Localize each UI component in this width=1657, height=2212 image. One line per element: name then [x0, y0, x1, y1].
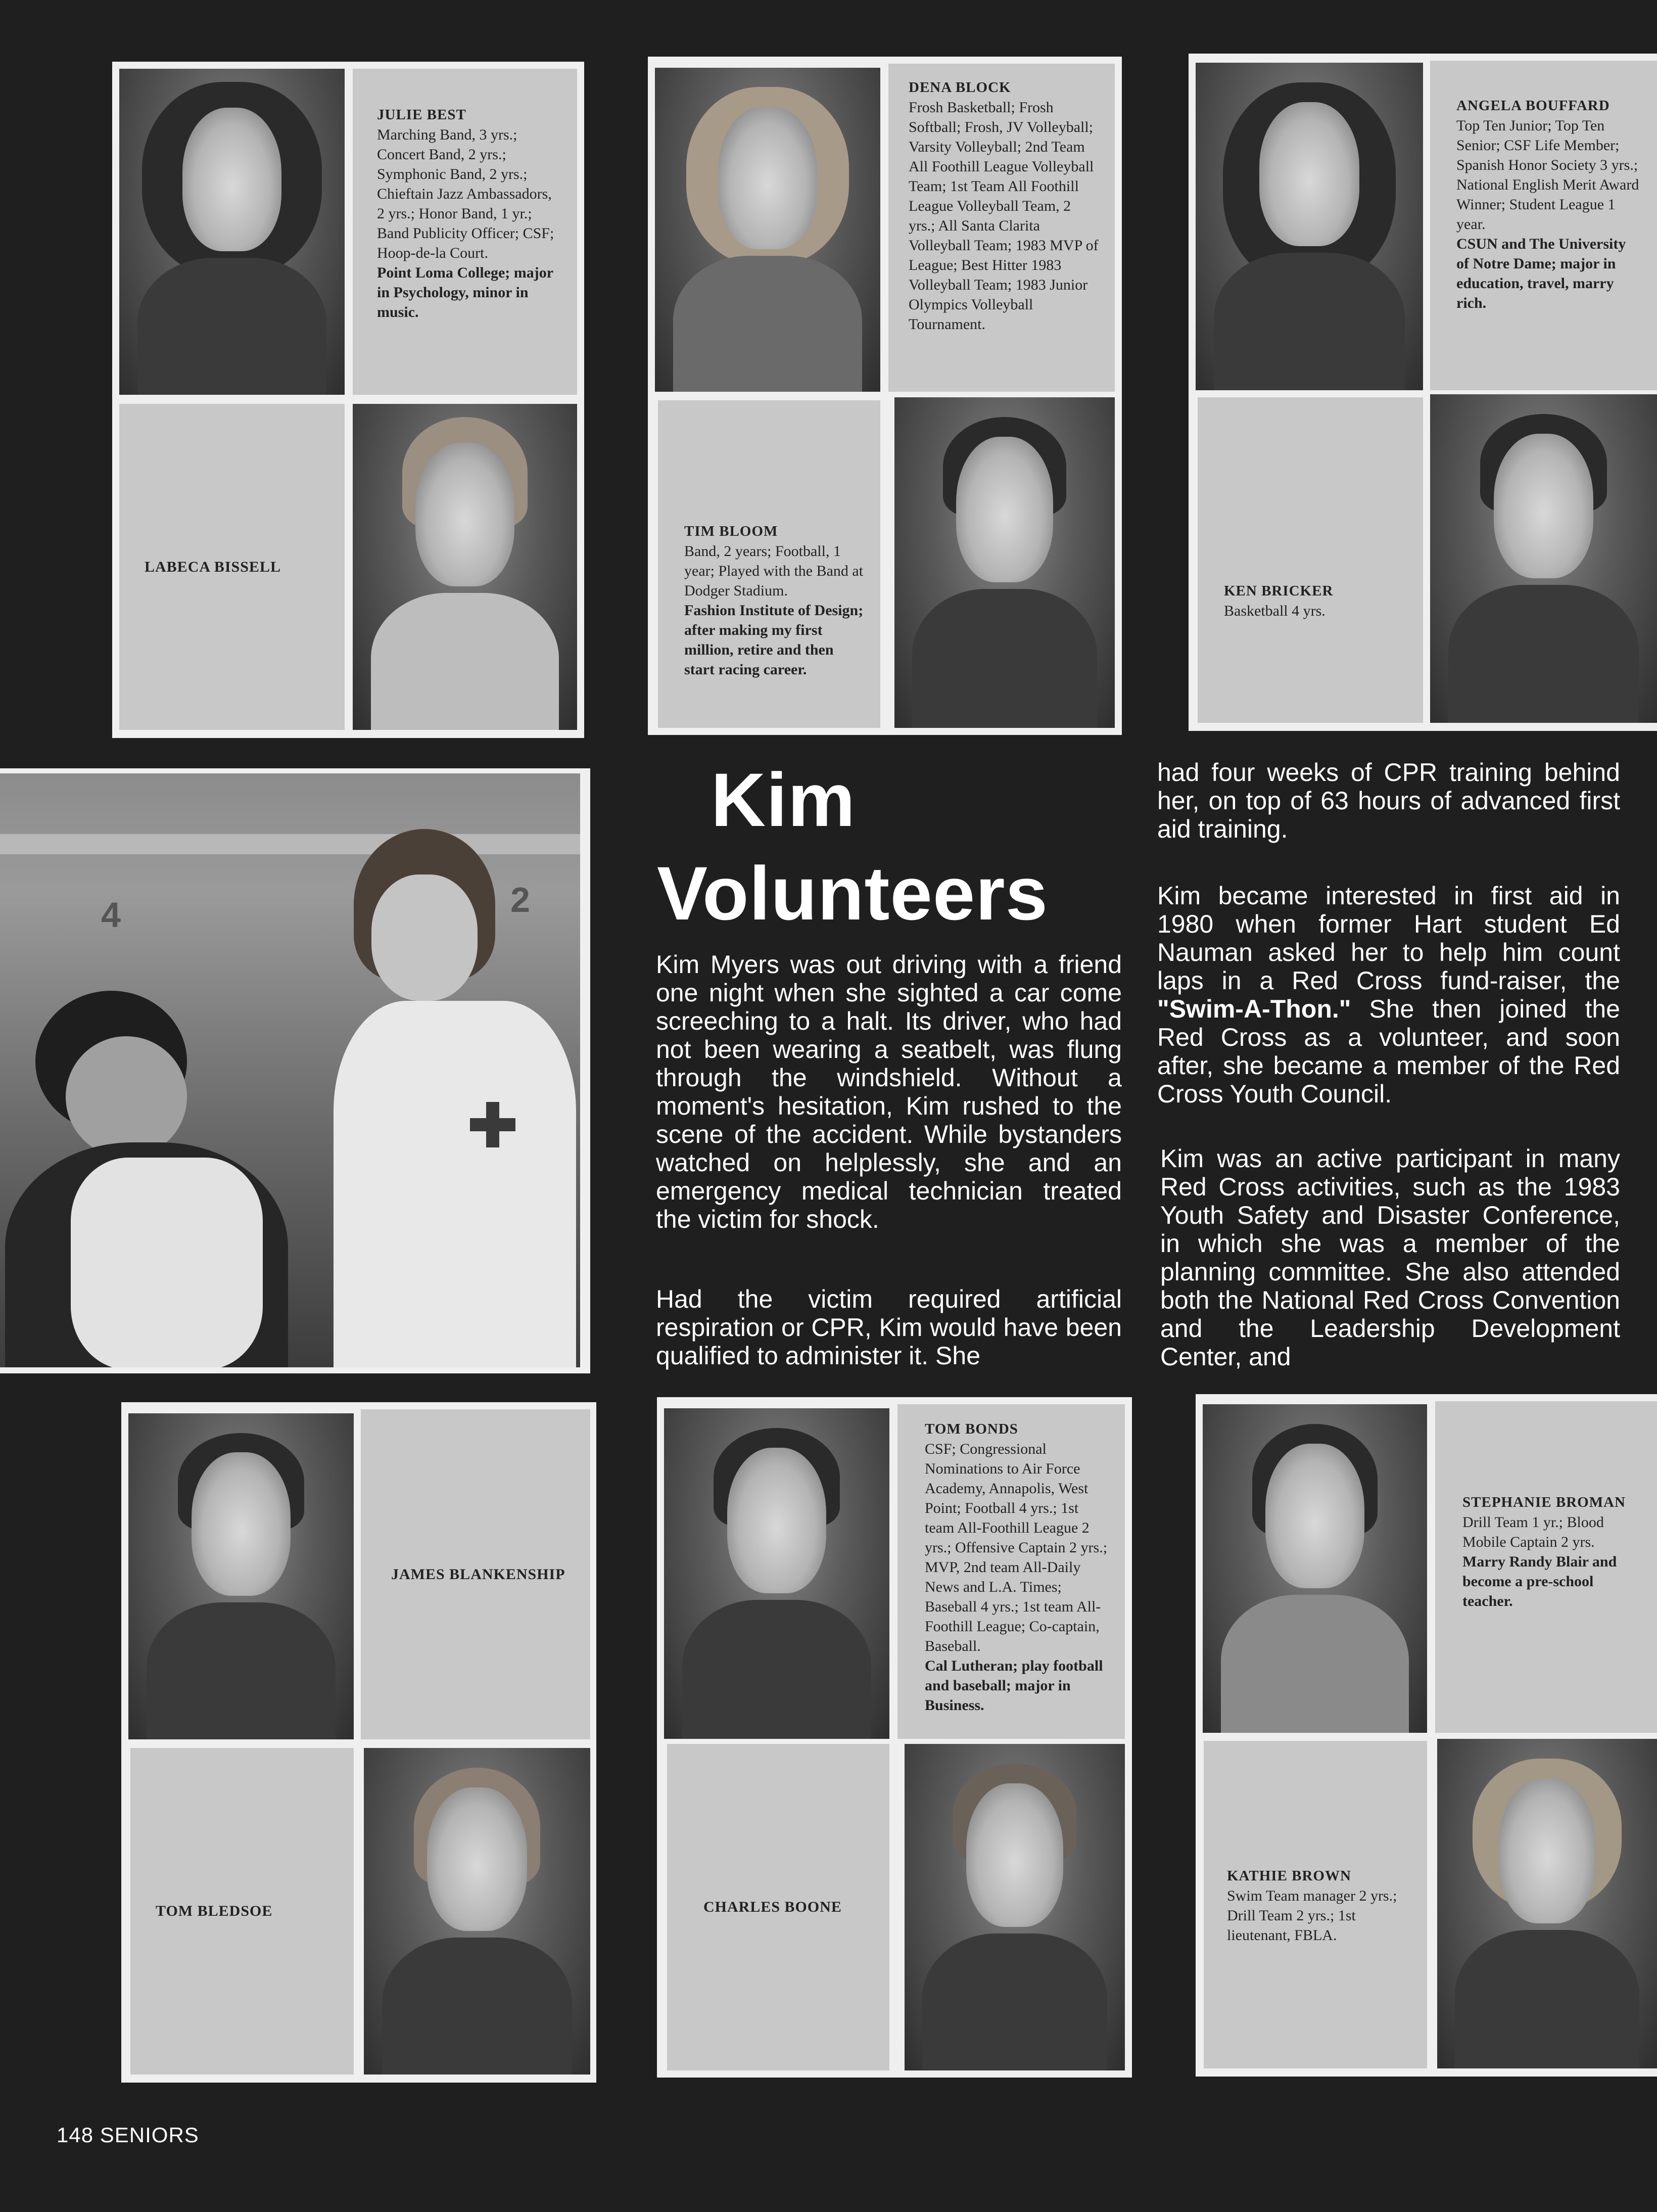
red-cross-icon [470, 1102, 515, 1147]
senior-activities: Frosh Basketball; Frosh Softball; Frosh, JV Volleyball; Varsity Volleyball; 2nd Team All Foothill League Volleyball Team; 1st Team All Foothill League Volleyball Team, 2 yrs.; All Santa Clarita Volleyball Team; 1983 MVP of League; Best Hitter 1983 Volleyball Team; 1983 Junior Olympics Volleyball Tournament. [909, 99, 1099, 333]
article-paragraph-4-lead: Kim became interested in first aid in 1980 when former Hart student Ed Nauman asked her to help him count laps in a Red Cross fund-raiser, the [1157, 882, 1620, 995]
senior-activities: Top Ten Junior; Top Ten Senior; CSF Life Member; Spanish Honor Society 3 yrs.; National English Merit Award Winner; Student League 1 year. [1456, 117, 1639, 233]
portrait-charles-boone [905, 1744, 1125, 2070]
senior-plans: Marry Randy Blair and become a pre-school teacher. [1462, 1553, 1617, 1609]
senior-name: TIM BLOOM [684, 523, 778, 539]
portrait-julie-best [119, 69, 345, 395]
senior-activities: Band, 2 years; Football, 1 year; Played with the Band at Dodger Stadium. [684, 543, 864, 599]
article-paragraph-1: Kim Myers was out driving with a friend one night when she sighted a car come screeching to a halt. Its driver, who had not been wearing a seatbelt, was flung through the windshield. Without a moment's hesitation, Kim rushed to the scene of the accident. While bystanders watched on helplessly, she and an emergency medical technician treated the victim for shock. [656, 950, 1122, 1233]
swim-a-thon-emphasis: "Swim-A-Thon." [1157, 995, 1351, 1023]
senior-plans: Point Loma College; major in Psychology, minor in music. [377, 264, 553, 320]
name-card-charles-boone [667, 1744, 889, 2070]
bio-ken-bricker [1198, 397, 1423, 723]
senior-block-top-middle [648, 57, 1122, 735]
patient-figure [5, 991, 288, 1367]
portrait-angela-bouffard [1196, 63, 1423, 390]
name-card-james-blankenship [361, 1409, 590, 1739]
portrait-labeca-bissell [353, 404, 577, 730]
section-label: SENIORS [100, 2123, 199, 2147]
portrait-tim-bloom [894, 397, 1115, 728]
portrait-ken-bricker [1430, 394, 1657, 723]
name-card-tom-bledsoe [130, 1748, 354, 2075]
senior-block-bottom-left [121, 1402, 596, 2083]
article-paragraph-3: had four weeks of CPR training behind her, on top of 63 hours of advanced first aid training. [1157, 758, 1620, 843]
article-paragraph-2: Had the victim required artificial respiration or CPR, Kim would have been qualified to administer it. She [656, 1285, 1122, 1370]
portrait-james-blankenship [128, 1413, 354, 1739]
portrait-tom-bonds [664, 1408, 889, 1739]
title-line-1: Kim [711, 757, 856, 842]
senior-name: KATHIE BROWN [1227, 1868, 1351, 1884]
portrait-tom-bledsoe [364, 1748, 590, 2075]
senior-plans: Cal Lutheran; play football and baseball; major in Business. [925, 1657, 1103, 1714]
bio-julie-best [353, 69, 577, 395]
senior-plans: CSUN and The University of Notre Dame; major in education, travel, marry rich. [1456, 236, 1626, 311]
senior-activities: Basketball 4 yrs. [1224, 603, 1325, 619]
article-paragraph-4 [1157, 882, 1620, 1108]
article-title [657, 753, 1049, 940]
senior-plans: Fashion Institute of Design; after making my first million, retire and then start racing career. [684, 602, 864, 678]
senior-name: ANGELA BOUFFARD [1456, 98, 1610, 114]
bio-angela-bouffard [1430, 61, 1657, 390]
portrait-kathie-brown [1437, 1739, 1657, 2068]
senior-name: TOM BONDS [925, 1421, 1018, 1437]
senior-name: JULIE BEST [377, 107, 466, 123]
portrait-dena-block [655, 68, 880, 392]
locker-number: 2 [510, 880, 530, 919]
senior-name: STEPHANIE BROMAN [1462, 1494, 1626, 1510]
feature-photo-kim-myers [0, 773, 580, 1367]
senior-name: DENA BLOCK [909, 79, 1011, 96]
senior-name: JAMES BLANKENSHIP [391, 1565, 565, 1583]
volunteer-figure [323, 829, 576, 1367]
senior-name: LABECA BISSELL [145, 558, 281, 575]
senior-name: CHARLES BOONE [703, 1899, 842, 1915]
article-paragraph-5: Kim was an active participant in many Red Cross activities, such as the 1983 Youth Safety and Disaster Conference, in which she was a member of the planning committee. She also attended both the National Red Cross Convention and the Leadership Development Center, and [1160, 1144, 1620, 1371]
portrait-stephanie-broman [1203, 1404, 1427, 1733]
senior-activities: Marching Band, 3 yrs.; Concert Band, 2 yrs.; Symphonic Band, 2 yrs.; Chieftain Jazz Ambassadors, 2 yrs.; Honor Band, 1 yr.; Band Publicity Officer; CSF; Hoop-de-la Court. [377, 126, 554, 261]
senior-block-top-left [112, 62, 584, 738]
senior-activities: Swim Team manager 2 yrs.; Drill Team 2 yrs.; 1st lieutenant, FBLA. [1227, 1887, 1397, 1944]
senior-name: KEN BRICKER [1224, 583, 1334, 599]
bio-kathie-brown [1204, 1741, 1427, 2068]
senior-block-bottom-right [1196, 1394, 1657, 2077]
name-card-labeca-bissell [119, 404, 345, 730]
bio-dena-block [888, 64, 1115, 392]
feature-photo-frame [0, 768, 590, 1373]
bio-tim-bloom [658, 400, 880, 728]
senior-activities: CSF; Congressional Nominations to Air Force Academy, Annapolis, West Point; Football 4 yrs.; 1st team All-Foothill League 2 yrs.; Offensive Captain 2 yrs.; MVP, 2nd team All-Daily News and L.A. Times; Baseball 4 yrs.; 1st team All-Foothill League; Co-captain, Baseball. [925, 1441, 1108, 1654]
senior-activities: Drill Team 1 yr.; Blood Mobile Captain 2 yrs. [1462, 1514, 1604, 1550]
title-line-2: Volunteers [657, 851, 1049, 936]
article-paragraph-4-tail: She then joined the Red Cross as a volunteer, and soon after, she became a member of the Red Cross Youth Council. [1157, 995, 1620, 1108]
senior-block-bottom-middle [657, 1397, 1132, 2078]
senior-block-top-right [1189, 54, 1657, 731]
locker-number: 4 [101, 895, 121, 935]
bio-stephanie-broman [1435, 1401, 1657, 1733]
page-footer [57, 2123, 199, 2147]
bio-tom-bonds [897, 1404, 1125, 1739]
senior-name: TOM BLEDSOE [156, 1903, 273, 1919]
page-number: 148 [57, 2123, 94, 2147]
